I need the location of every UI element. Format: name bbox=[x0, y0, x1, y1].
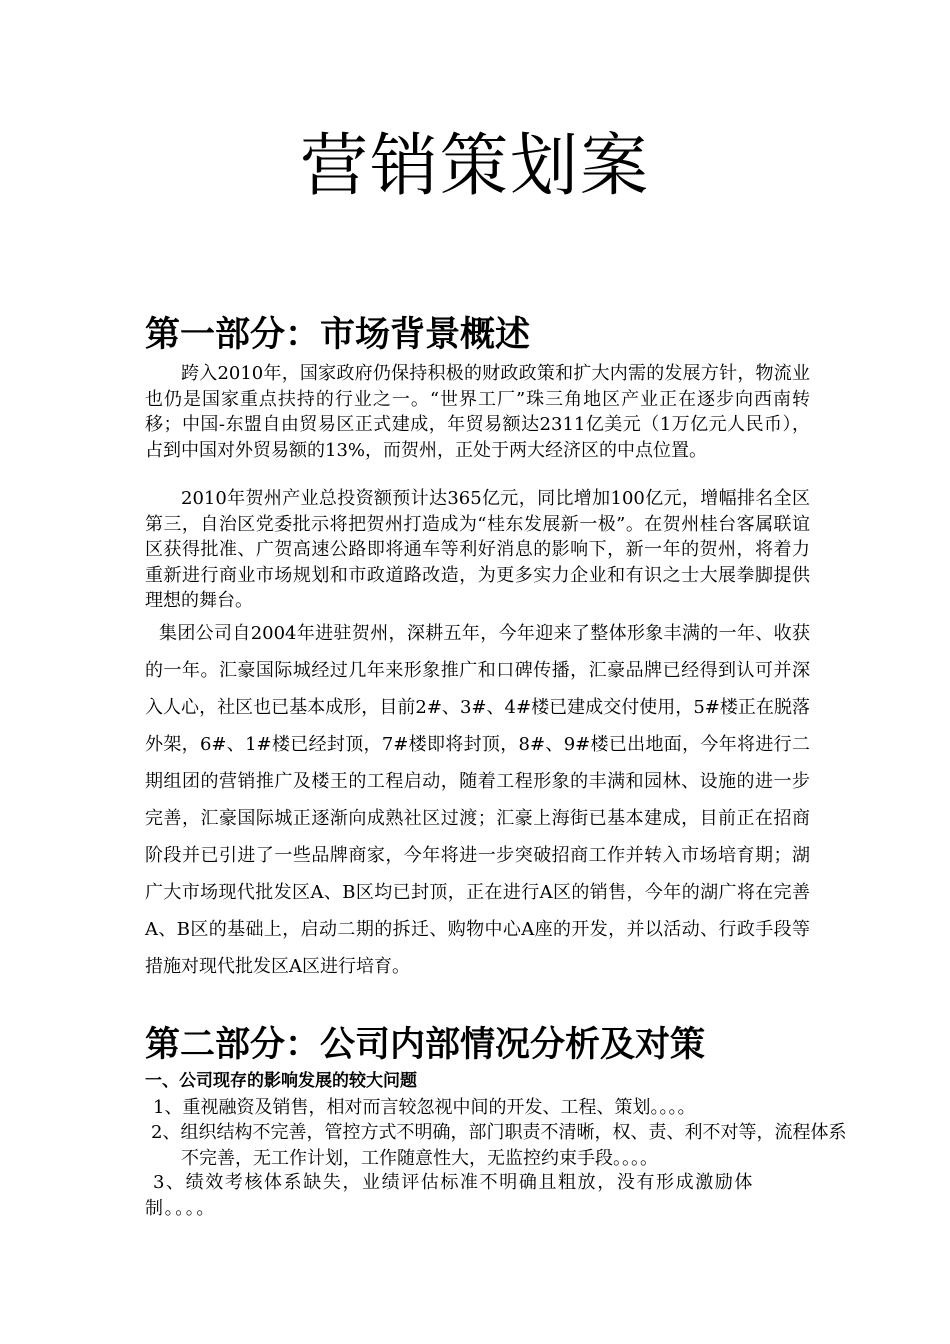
issue-item-2: 2、组织结构不完善，管控方式不明确，部门职责不清晰，权、责、利不对等，流程体系不完善，无工作计划，工作随意性大，无监控约束手段。。。。 bbox=[151, 1122, 847, 1169]
part2-heading: 第二部分：公司内部情况分析及对策 bbox=[145, 1025, 706, 1065]
part2-subheading: 一、公司现存的影响发展的较大问题 bbox=[145, 1071, 417, 1091]
part1-paragraph-1: 跨入2010年，国家政府仍保持积极的财政政策和扩大内需的发展方针，物流业也仍是国家重点扶持的行业之一。“世界工厂”珠三角地区产业正在逐步向西南转移；中国-东盟自由贸易区正式建成，年贸易额达2311亿美元（1万亿元人民币），占到中国对外贸易额的13%，而贺州，正处于两大经济区的中点位置。 bbox=[145, 363, 810, 461]
issue-item-3: 3、绩效考核体系缺失，业绩评估标准不明确且粗放，没有形成激励体制。。。。 bbox=[145, 1172, 755, 1219]
part1-heading: 第一部分：市场背景概述 bbox=[145, 315, 531, 355]
document-title: 营销策划案 bbox=[299, 127, 650, 206]
part1-paragraph-2: 2010年贺州产业总投资额预计达365亿元，同比增加100亿元，增幅排名全区第三，自治区党委批示将把贺州打造成为“桂东发展新一极”。在贺州桂台客属联谊区获得批准、广贺高速公路即将通车等利好消息的影响下，新一年的贺州，将着力重新进行商业市场规划和市政道路改造，为更多实力企业和有识之士大展拳脚提供理想的舞台。 bbox=[145, 488, 810, 611]
issue-item-1: 1、重视融资及销售，相对而言较忽视中间的开发、工程、策划。。。。 bbox=[153, 1097, 696, 1118]
part1-paragraph-3: 集团公司自2004年进驻贺州，深耕五年，今年迎来了整体形象丰满的一年、收获的一年。汇豪国际城经过几年来形象推广和口碑传播，汇豪品牌已经得到认可并深入人心，社区也已基本成形，目前2#、3#、4#楼已建成交付使用，5#楼正在脱落外架，6#、1#楼已经封顶，7#楼即将封顶，8#、9#楼已出地面，今年将进行二期组团的营销推广及楼王的工程启动，随着工程形象的丰满和园林、设施的进一步完善，汇豪国际城正逐渐向成熟社区过渡；汇豪上海街已基本建成，目前正在招商阶段并已引进了一些品牌商家，今年将进一步突破招商工作并转入市场培育期；湖广大市场现代批发区A、B区均已封顶，正在进行A区的销售，今年的湖广将在完善A、B区的基础上，启动二期的拆迁、购物中心A座的开发，并以活动、行政手段等措施对现代批发区A区进行培育。 bbox=[145, 623, 810, 977]
